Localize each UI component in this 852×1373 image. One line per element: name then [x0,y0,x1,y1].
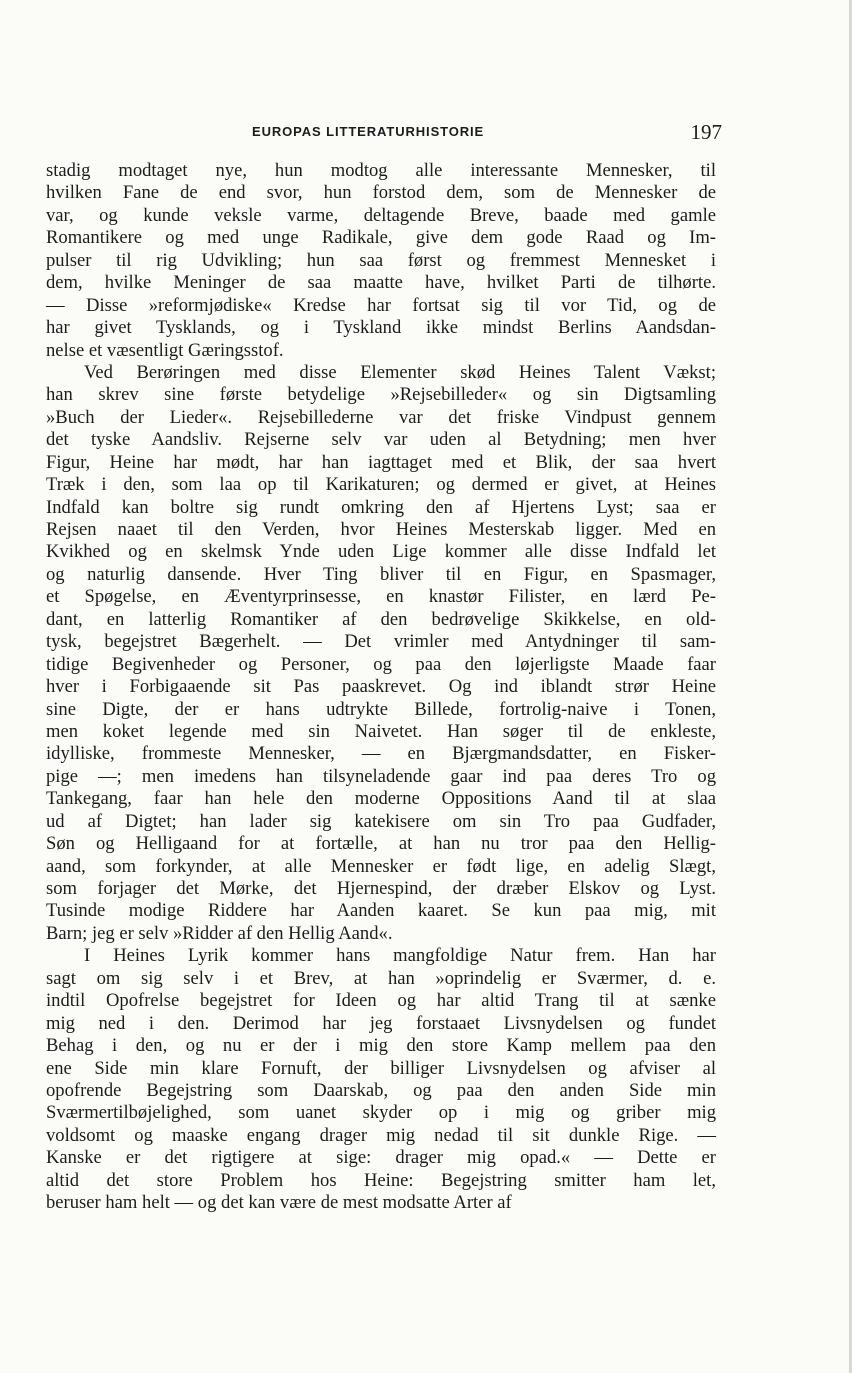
text-line-content: stadig modtaget nye, hun modtog alle interessante Mennesker, til [46,160,716,181]
paragraph [46,160,716,362]
text-line [46,564,716,586]
text-line [46,1192,716,1214]
text-line [46,1035,716,1057]
text-line-content: Indfald kan boltre sig rundt omkring den af Hjertens Lyst; saa er [46,496,716,518]
running-title: EUROPAS LITTERATURHISTORIE [252,124,485,139]
text-line-content: som forjager det Mørke, det Hjernespind, der dræber Elskov og Lyst. [46,878,716,899]
text-line [46,721,716,743]
text-line-content: altid det store Problem hos Heine: Begejstring smitter ham let, [46,1169,716,1191]
text-line [46,1058,716,1080]
text-line-content: Figur, Heine har mødt, har han iagttaget med et Blik, der saa hvert [46,451,716,473]
text-line-content: Kanske er det rigtigere at sige: drager mig opad.« — Dette er [46,1147,716,1169]
text-line [46,856,716,878]
text-line-content: »Buch der Lieder«. Rejsebillederne var det friske Vindpust gennem [46,406,716,428]
text-line [46,609,716,631]
paragraph [46,362,716,945]
text-line-content: mig ned i den. Derimod har jeg forstaaet Livsnydelsen og fundet [46,1012,716,1034]
text-line-content: — Disse »reformjødiske« Kredse har fortsat sig til vor Tid, og de [46,294,716,316]
text-line [46,182,716,204]
text-line-content: men koket legende med sin Naivetet. Han søger til de enkleste, [46,720,716,742]
text-line [46,250,716,272]
text-line-content: nelse et væsentligt Gæringsstof. [46,339,284,361]
text-line-content: og naturlig dansende. Hver Ting bliver til en Figur, en Spasmager, [46,563,716,585]
text-line-content: hver i Forbigaaende sit Pas paaskrevet. Og ind iblandt strør Heine [46,676,716,698]
text-line [46,788,716,810]
text-line-content: dant, en latterlig Romantiker af den bedrøvelige Skikkelse, en old- [46,608,716,630]
text-line [46,1147,716,1169]
text-line [46,631,716,653]
text-line-content: idylliske, frommeste Mennesker, — en Bjærgmandsdatter, en Fisker- [46,743,716,765]
text-line [46,272,716,294]
text-line [46,1080,716,1102]
text-line [46,1125,716,1147]
text-line-content: ud af Digtet; han lader sig katekisere om sin Tro paa Gudfader, [46,810,716,832]
text-line [46,945,716,967]
text-line [46,295,716,317]
text-line [46,340,716,362]
text-line [46,990,716,1012]
text-line-content: pige —; men imedens han tilsyneladende gaar ind paa deres Tro og [46,765,716,787]
text-line [46,968,716,990]
text-line-content: Tusinde modige Riddere har Aanden kaaret. Se kun paa mig, mit [46,900,716,922]
text-line-content: Tankegang, faar han hele den moderne Oppositions Aand til at slaa [46,788,716,810]
text-line [46,497,716,519]
text-line [46,766,716,788]
text-line-content: pulser til rig Udvikling; hun saa først og fremmest Mennesket i [46,249,716,271]
text-line-content: Ved Berøringen med disse Elementer skød Heines Talent Vækst; [84,361,716,383]
text-line-content: Træk i den, som laa op til Karikaturen; og dermed er givet, at Heines [46,474,716,496]
paragraph [46,945,716,1214]
text-line-content: hvilken Fane de end svor, hun forstod dem, som de Mennesker de [46,182,716,204]
text-line [46,160,716,182]
text-line [46,900,716,922]
text-line [46,1102,716,1124]
text-line-content: Rejsen naaet til den Verden, hvor Heines Mesterskab ligger. Med en [46,519,716,540]
text-line [46,519,716,541]
text-line-content: I Heines Lyrik kommer hans mangfoldige Natur frem. Han har [84,945,716,967]
text-line [46,541,716,563]
page-header [46,118,722,148]
text-line-content: et Spøgelse, en Æventyrprinsesse, en knastør Filister, en lærd Pe- [46,586,716,608]
text-line [46,699,716,721]
text-line-content: har givet Tysklands, og i Tyskland ikke mindst Berlins Aandsdan- [46,317,716,339]
text-line [46,923,716,945]
text-line-content: sine Digte, der er hans udtrykte Billede, fortrolig-naive i Tonen, [46,698,716,720]
text-line-content: ene Side min klare Fornuft, der billiger Livsnydelsen og afviser al [46,1057,716,1079]
text-line [46,1013,716,1035]
text-line-content: indtil Opofrelse begejstret for Ideen og har altid Trang til at sænke [46,990,716,1012]
text-line-content: var, og kunde veksle varme, deltagende Breve, baade med gamle [46,204,716,226]
text-line-content: aand, som forkynder, at alle Mennesker er født lige, en adelig Slægt, [46,855,716,877]
text-line [46,878,716,900]
text-line [46,676,716,698]
text-line-content: Kvikhed og en skelmsk Ynde uden Lige kommer alle disse Indfald let [46,541,716,563]
text-line-content: det tyske Aandsliv. Rejserne selv var uden al Betydning; men hver [46,429,716,451]
text-line-content: dem, hvilke Meninger de saa maatte have, hvilket Parti de tilhørte. [46,272,716,294]
text-line [46,1170,716,1192]
text-line-content: Behag i den, og nu er der i mig den store Kamp mellem paa den [46,1035,716,1057]
text-line-content: Sværmertilbøjelighed, som uanet skyder op i mig og griber mig [46,1102,716,1124]
text-line [46,205,716,227]
text-line [46,474,716,496]
text-line [46,227,716,249]
text-line [46,743,716,765]
text-line-content: beruser ham helt — og det kan være de mest modsatte Arter af [46,1192,512,1214]
text-line [46,407,716,429]
text-line-content: Barn; jeg er selv »Ridder af den Hellig Aand«. [46,922,393,944]
text-line [46,586,716,608]
text-line [46,317,716,339]
text-line [46,429,716,451]
text-line [46,654,716,676]
text-line [46,452,716,474]
text-line-content: voldsomt og maaske engang drager mig nedad til sit dunkle Rige. — [46,1124,716,1146]
text-line-content: Romantikere og med unge Radikale, give dem gode Raad og Im- [46,227,716,249]
text-line [46,811,716,833]
text-line [46,384,716,406]
text-line-content: tidige Begivenheder og Personer, og paa den løjerligste Maade faar [46,653,716,675]
text-line [46,833,716,855]
text-line-content: sagt om sig selv i et Brev, at han »oprindelig er Sværmer, d. e. [46,967,716,989]
text-line-content: opofrende Begejstring som Daarskab, og paa den anden Side min [46,1079,716,1101]
text-line-content: tysk, begejstret Bægerhelt. — Det vrimler med Antydninger til sam- [46,631,716,653]
page-number: 197 [690,120,722,144]
body-text [46,160,716,1215]
text-line [46,362,716,384]
text-line-content: Søn og Helligaand for at fortælle, at han nu tror paa den Hellig- [46,833,716,855]
text-line-content: han skrev sine første betydelige »Rejsebilleder« og sin Digtsamling [46,384,716,406]
